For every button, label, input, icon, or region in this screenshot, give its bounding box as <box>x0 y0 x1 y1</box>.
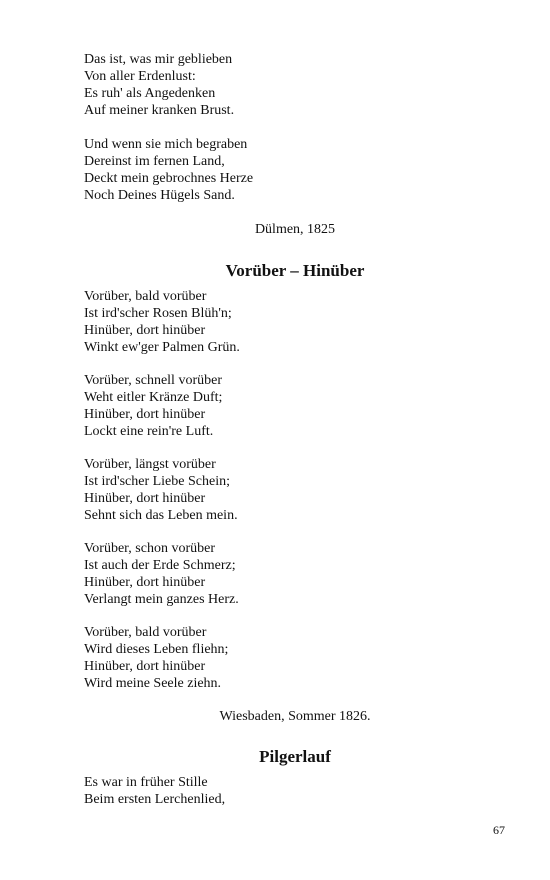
verse-line: Und wenn sie mich begraben <box>84 137 248 152</box>
verse-line: Beim ersten Lerchenlied, <box>84 792 226 807</box>
page-number: 67 <box>493 823 505 837</box>
verse-line: Auf meiner kranken Brust. <box>84 103 235 118</box>
place-date: Wiesbaden, Sommer 1826. <box>219 709 371 724</box>
verse-line: Vorüber, bald vorüber <box>84 289 207 304</box>
verse-line: Ist auch der Erde Schmerz; <box>84 558 236 573</box>
verse-line: Lockt eine rein're Luft. <box>84 424 214 439</box>
verse-line: Hinüber, dort hinüber <box>84 659 206 674</box>
verse-line: Vorüber, schon vorüber <box>84 541 215 556</box>
verse-line: Hinüber, dort hinüber <box>84 407 206 422</box>
verse-line: Hinüber, dort hinüber <box>84 575 206 590</box>
verse-line: Dereinst im fernen Land, <box>84 154 225 169</box>
verse-line: Von aller Erdenlust: <box>84 69 196 84</box>
verse-line: Noch Deines Hügels Sand. <box>84 188 235 203</box>
verse-line: Verlangt mein ganzes Herz. <box>84 592 239 607</box>
verse-line: Es war in früher Stille <box>84 775 208 790</box>
verse-line: Weht eitler Kränze Duft; <box>84 390 223 405</box>
verse-line: Das ist, was mir geblieben <box>84 52 233 67</box>
verse-line: Ist ird'scher Rosen Blüh'n; <box>84 306 232 321</box>
verse-line: Wird meine Seele ziehn. <box>84 676 222 691</box>
verse-line: Hinüber, dort hinüber <box>84 491 206 506</box>
verse-line: Wird dieses Leben fliehn; <box>84 642 229 657</box>
verse-line: Vorüber, längst vorüber <box>84 457 216 472</box>
place-date: Dülmen, 1825 <box>254 222 336 237</box>
verse-line: Winkt ew'ger Palmen Grün. <box>84 340 240 355</box>
verse-line: Deckt mein gebrochnes Herze <box>84 171 254 186</box>
verse-line: Es ruh' als Angedenken <box>84 86 216 101</box>
poem-title: Vorüber – Hinüber <box>225 261 365 280</box>
poem-title: Pilgerlauf <box>259 747 331 766</box>
verse-line: Ist ird'scher Liebe Schein; <box>84 474 230 489</box>
verse-line: Sehnt sich das Leben mein. <box>84 508 238 523</box>
verse-line: Vorüber, bald vorüber <box>84 625 207 640</box>
verse-line: Vorüber, schnell vorüber <box>84 373 222 388</box>
verse-line: Hinüber, dort hinüber <box>84 323 206 338</box>
